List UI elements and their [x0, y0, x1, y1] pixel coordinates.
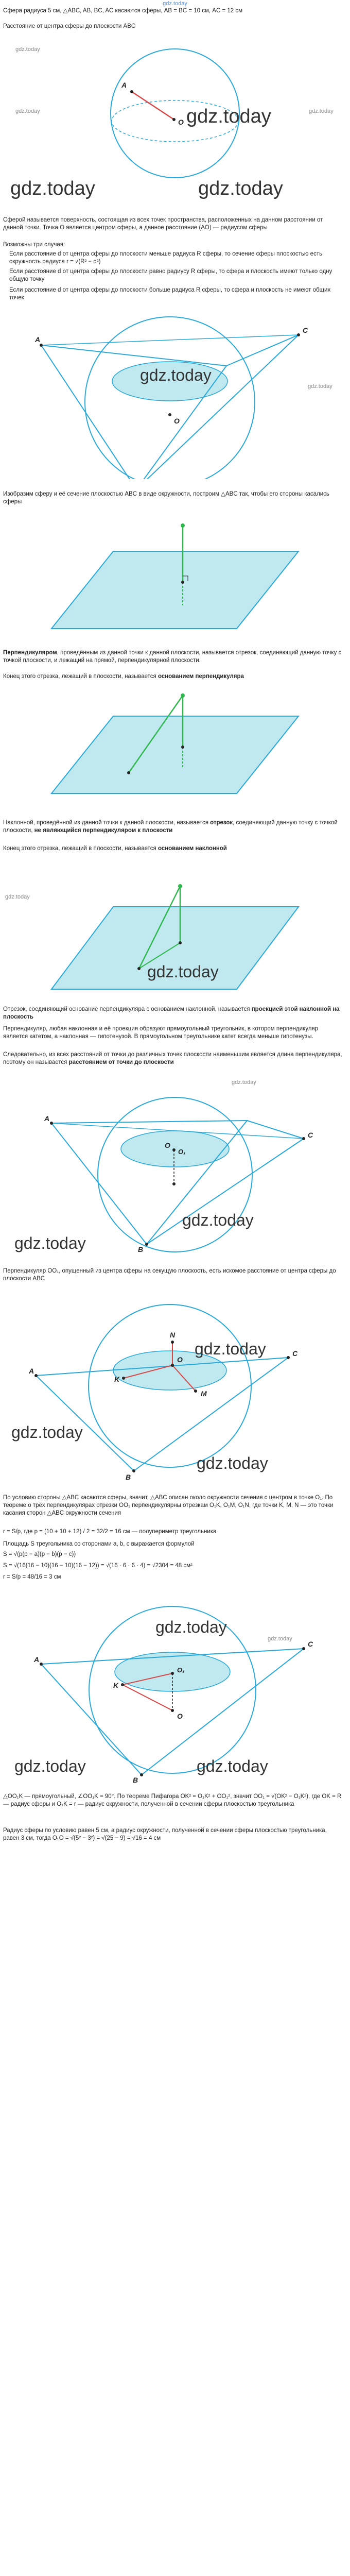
- figure-right-triangle: [0, 1587, 350, 1783]
- figure-sphere-section: [0, 1072, 350, 1257]
- label-a: A: [29, 1367, 34, 1375]
- label-o1: O₁: [178, 1148, 186, 1156]
- label-b: B: [138, 1245, 144, 1253]
- label-a: A: [121, 81, 127, 89]
- label-k: K: [113, 1681, 119, 1689]
- watermark: gdz.today: [155, 1618, 227, 1636]
- definition-inclined: Наклонной, проведённой из данной точки к данной плоскости, называется отрезок, соединяющий данную точку с точкой плоскости, не являющийся перпендикуляром к плоскости: [3, 820, 338, 834]
- case-1: Если расстояние d от центра сферы до плоскости меньше радиуса R сферы, то сечение сферы плоскостью есть окружность радиуса r = √(R² − d²): [9, 251, 323, 265]
- case-3: Если расстояние d от центра сферы до плоскости больше радиуса R сферы, то сфера и плоскость не имеют общих точек: [9, 287, 331, 301]
- watermark: gdz.today: [198, 178, 283, 199]
- right-triangle-note: Перпендикуляр, любая наклонная и её проекция образуют прямоугольный треугольник, в котором перпендикуляр является катетом, а наклонная — гипотенузой. В прямоугольном треугольнике катет всегда меньше гипотенузы.: [3, 1026, 319, 1040]
- problem-question: Расстояние от центра сферы до плоскости ABC: [3, 23, 136, 29]
- watermark: gdz.today: [182, 1211, 254, 1229]
- problem-statement: Сфера радиуса 5 см, △ABC, AB, BC, AC касаются сферы, AB = BC = 10 см, AC = 12 см: [3, 8, 243, 14]
- label-a: A: [44, 1114, 50, 1123]
- label-b: B: [133, 1776, 138, 1783]
- three-cases-intro: Возможны три случая:: [3, 242, 65, 248]
- label-o: O: [177, 1355, 183, 1364]
- term-perpendicular: Перпендикуляром: [3, 650, 57, 656]
- label-k: K: [114, 1375, 120, 1383]
- figure-perpendicular: [0, 510, 350, 639]
- watermark: gdz.today: [14, 1234, 86, 1252]
- watermark: gdz.today: [197, 1757, 268, 1775]
- definition-sphere: Сферой называется поверхность, состоящая из всех точек пространства, расположенных на данном расстоянии от данной точки. Точка O является центром сферы, а данное расстояние (AO) — радиусом сферы: [3, 217, 323, 231]
- watermark: gdz.today: [14, 1757, 86, 1775]
- final-answer: Радиус сферы по условию равен 5 см, а радиус окружности, полученной в сечении сферы плоскостью треугольника, равен 3 см, тогда O₁O = √(5² − 3²) = √(25 − 9) = √16 = 4 см: [3, 1827, 327, 1841]
- case-2: Если расстояние d от центра сферы до плоскости равно радиусу R сферы, то сфера и плоскость имеют только одну общую точку: [9, 268, 332, 282]
- figure-tangent-points: [0, 1288, 350, 1484]
- watermark: gdz.today: [197, 1454, 268, 1472]
- definition-text: , проведённым из данной точки к данной плоскости, называется отрезок, соединяющий данную точку с точкой плоскости, и лежащий на прямой, перпендикулярной плоскости.: [3, 650, 342, 664]
- label-n: N: [170, 1331, 176, 1339]
- watermark: gdz.today: [308, 383, 332, 389]
- label-a: A: [35, 335, 41, 344]
- label-c: C: [308, 1640, 313, 1648]
- label-c: C: [303, 326, 308, 334]
- watermark: gdz.today: [186, 106, 271, 127]
- label-a: A: [34, 1655, 40, 1664]
- label-m: M: [201, 1389, 207, 1398]
- perpendicular-base: Конец этого отрезка, лежащий в плоскости, называется основанием перпендикуляра: [3, 673, 244, 680]
- perpendicular-oo1: Перпендикуляр OO₁, опущенный из центра сферы на секущую плоскость, есть искомое расстояние от центра сферы до плоскости ABC: [3, 1268, 336, 1282]
- label-o: O: [177, 1712, 183, 1720]
- watermark: gdz.today: [232, 1079, 256, 1086]
- inclined-base: Конец этого отрезка, лежащий в плоскости, называется основанием наклонной: [3, 845, 227, 852]
- figure-inclined: [0, 685, 350, 804]
- watermark: gdz.today: [309, 108, 334, 114]
- label-b: B: [126, 1473, 131, 1481]
- watermark: gdz.today: [15, 46, 40, 53]
- label-o1: O₁: [177, 1666, 185, 1674]
- label-c: C: [308, 1131, 313, 1139]
- area-intro: Площадь S треугольника со сторонами a, b, c выражается формулой: [3, 1541, 195, 1547]
- area-computation: S = √(16(16 − 10)(16 − 10)(16 − 12)) = √(16 · 6 · 6 · 4) = √2304 = 48 см²: [3, 1563, 192, 1569]
- watermark: gdz.today: [15, 108, 40, 114]
- watermark: gdz.today: [140, 366, 212, 384]
- watermark: gdz.today: [10, 178, 95, 199]
- definition-perpendicular: [3, 649, 343, 666]
- definition-projection: Отрезок, соединяющий основание перпендикуляра с основанием наклонной, называется проекцией этой наклонной на плоскость: [3, 1006, 340, 1020]
- label-c: C: [292, 1349, 298, 1358]
- watermark: gdz.today: [195, 1340, 266, 1358]
- inradius-formula: r = S/p, где p = (10 + 10 + 12) / 2 = 32/2 = 16 см — полупериметр треугольника: [3, 1529, 217, 1535]
- watermark: gdz.today: [5, 894, 30, 900]
- watermark: gdz.today: [11, 1423, 83, 1442]
- pythagoras-explanation: △OO₁K — прямоугольный, ∠OO₁K = 90°. По теореме Пифагора OK² = O₁K² + OO₁², значит OO₁ = √(OK² − O₁K²), где OK = R — радиус сферы и O₁K = r — радиус окружности, полученной в сечении сферы плоскостью треугольника: [3, 1793, 342, 1807]
- label-o: O: [165, 1141, 170, 1149]
- tangent-explanation: По условию стороны △ABC касаются сферы, значит, △ABC описан около окружности сечения с центром в точке O₁. По теореме о трёх перпендикулярах отрезки OO₁ перпендикулярны отрезкам O₁K, O₁M, O₁N, где точки K, M, N — это точки касания сторон △ABC окружности сечения: [3, 1495, 334, 1516]
- construction-note: Изобразим сферу и её сечение плоскостью ABC в виде окружности, построим △ABC так, чтобы его стороны касались сферы: [3, 491, 329, 505]
- inradius-value: r = S/p = 48/16 = 3 см: [3, 1574, 61, 1580]
- radius-line: [132, 92, 174, 120]
- label-o: O: [174, 417, 180, 425]
- watermark: gdz.today: [147, 962, 219, 981]
- label-o: O: [178, 118, 184, 126]
- heron-formula: S = √(p(p − a)(p − b)(p − c)): [3, 1551, 76, 1557]
- watermark: gdz.today: [268, 1636, 292, 1642]
- site-title[interactable]: gdz.today: [163, 1, 187, 7]
- figure-sphere-triangle: [0, 304, 350, 479]
- distance-definition: Следовательно, из всех расстояний от точки до различных точек плоскости наименьшим является длина перпендикуляра, поэтому он называется расстоянием от точки до плоскости: [3, 1052, 342, 1065]
